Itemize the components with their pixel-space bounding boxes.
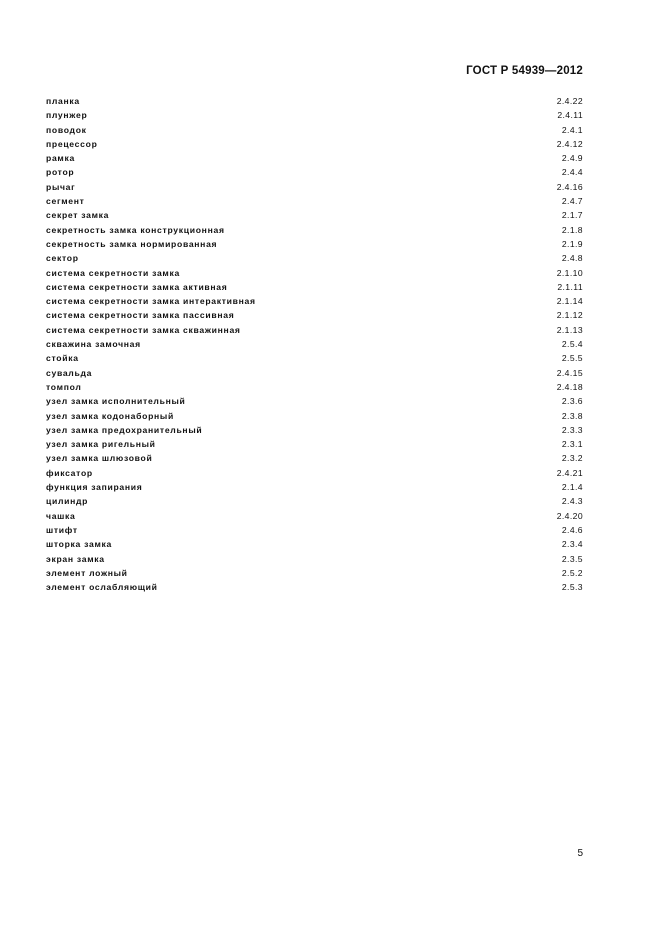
index-row [46, 437, 583, 451]
index-ref: 2.3.4 [561, 539, 583, 550]
index-term: узел замка предохранительный [46, 424, 203, 435]
index-term: томпол [46, 381, 82, 392]
index-ref: 2.4.7 [561, 196, 583, 207]
index-term: сувальда [46, 367, 93, 378]
index-term: секрет замка [46, 210, 110, 221]
index-row [46, 466, 583, 480]
page-number: 5 [577, 848, 583, 859]
index-ref: 2.4.4 [561, 167, 583, 178]
index-term: сектор [46, 253, 79, 264]
index-row [46, 180, 583, 194]
index-ref: 2.4.21 [556, 467, 583, 478]
index-row [46, 151, 583, 165]
index-row [46, 137, 583, 151]
index-row [46, 108, 583, 122]
index-ref: 2.4.16 [556, 181, 583, 192]
index-term: чашка [46, 510, 76, 521]
index-ref: 2.4.15 [556, 367, 583, 378]
index-row [46, 351, 583, 365]
index-ref: 2.5.2 [561, 567, 583, 578]
index-ref: 2.1.7 [561, 210, 583, 221]
index-term: узел замка исполнительный [46, 396, 186, 407]
index-ref: 2.3.2 [561, 453, 583, 464]
index-term: система секретности замка интерактивная [46, 296, 256, 307]
index-ref: 2.1.11 [557, 281, 583, 292]
index-ref: 2.4.18 [556, 381, 583, 392]
index-row [46, 523, 583, 537]
index-term: узел замка шлюзовой [46, 453, 153, 464]
index-row [46, 566, 583, 580]
index-row [46, 480, 583, 494]
index-row [46, 94, 583, 108]
index-row [46, 494, 583, 508]
index-term: узел замка кодонаборный [46, 410, 174, 421]
index-ref: 2.4.8 [561, 253, 583, 264]
index-ref: 2.1.9 [561, 238, 583, 249]
index-row [46, 552, 583, 566]
index-term: стойка [46, 353, 79, 364]
index-term: функция запирания [46, 482, 143, 493]
index-term: экран замка [46, 553, 105, 564]
index-row [46, 423, 583, 437]
index-row [46, 580, 583, 594]
index-term: шторка замка [46, 539, 113, 550]
index-term: цилиндр [46, 496, 89, 507]
index-row [46, 366, 583, 380]
index-row [46, 123, 583, 137]
index-row [46, 165, 583, 179]
index-row [46, 194, 583, 208]
index-row [46, 266, 583, 280]
index-ref: 2.4.12 [556, 138, 583, 149]
index-row [46, 509, 583, 523]
index-term: рамка [46, 153, 75, 164]
index-term: система секретности замка скважинная [46, 324, 241, 335]
index-ref: 2.4.20 [556, 510, 583, 521]
index-row [46, 280, 583, 294]
index-term: поводок [46, 124, 87, 135]
index-ref: 2.4.6 [561, 524, 583, 535]
index-term: планка [46, 96, 80, 106]
index-ref: 2.1.13 [556, 324, 583, 335]
index-ref: 2.3.6 [561, 396, 583, 407]
index-term: рычаг [46, 181, 76, 192]
index-ref: 2.5.5 [561, 353, 583, 364]
index-term: сегмент [46, 196, 85, 207]
index-ref: 2.4.9 [561, 153, 583, 164]
index-term: штифт [46, 524, 78, 535]
index-row [46, 380, 583, 394]
index-term: ротор [46, 167, 75, 178]
index-ref: 2.3.1 [561, 439, 583, 450]
index-ref: 2.3.3 [561, 424, 583, 435]
index-ref: 2.1.12 [556, 310, 583, 321]
index-row [46, 537, 583, 551]
index-ref: 2.4.1 [561, 124, 583, 135]
index-term: секретность замка нормированная [46, 238, 218, 249]
index-row [46, 394, 583, 408]
index-row [46, 251, 583, 265]
index-ref: 2.3.8 [561, 410, 583, 421]
index-ref: 2.5.3 [561, 582, 583, 593]
index-term: система секретности замка активная [46, 281, 228, 292]
index-ref: 2.1.8 [561, 224, 583, 235]
index-term: скважина замочная [46, 339, 141, 350]
index-row [46, 337, 583, 351]
index-ref: 2.3.5 [561, 553, 583, 564]
index-row [46, 308, 583, 322]
index-ref: 2.1.10 [556, 267, 583, 278]
index-ref: 2.1.4 [561, 482, 583, 493]
index-term: прецессор [46, 138, 98, 149]
index-row [46, 223, 583, 237]
index-term: узел замка ригельный [46, 439, 156, 450]
index-row [46, 451, 583, 465]
index-term: система секретности замка пассивная [46, 310, 235, 321]
index-ref: 2.4.22 [556, 96, 583, 106]
index-ref: 2.4.11 [557, 110, 583, 121]
document-header: ГОСТ Р 54939—2012 [466, 65, 583, 77]
index-row [46, 237, 583, 251]
index-ref: 2.1.14 [556, 296, 583, 307]
index-term: секретность замка конструкционная [46, 224, 225, 235]
index-term: плунжер [46, 110, 88, 121]
index-term: элемент ослабляющий [46, 582, 158, 593]
index-term: фиксатор [46, 467, 93, 478]
index-term: система секретности замка [46, 267, 180, 278]
term-index-list [46, 94, 583, 594]
index-ref: 2.5.4 [561, 339, 583, 350]
index-ref: 2.4.3 [561, 496, 583, 507]
index-row [46, 294, 583, 308]
index-row [46, 409, 583, 423]
index-term: элемент ложный [46, 567, 128, 578]
index-row [46, 208, 583, 222]
index-row [46, 323, 583, 337]
